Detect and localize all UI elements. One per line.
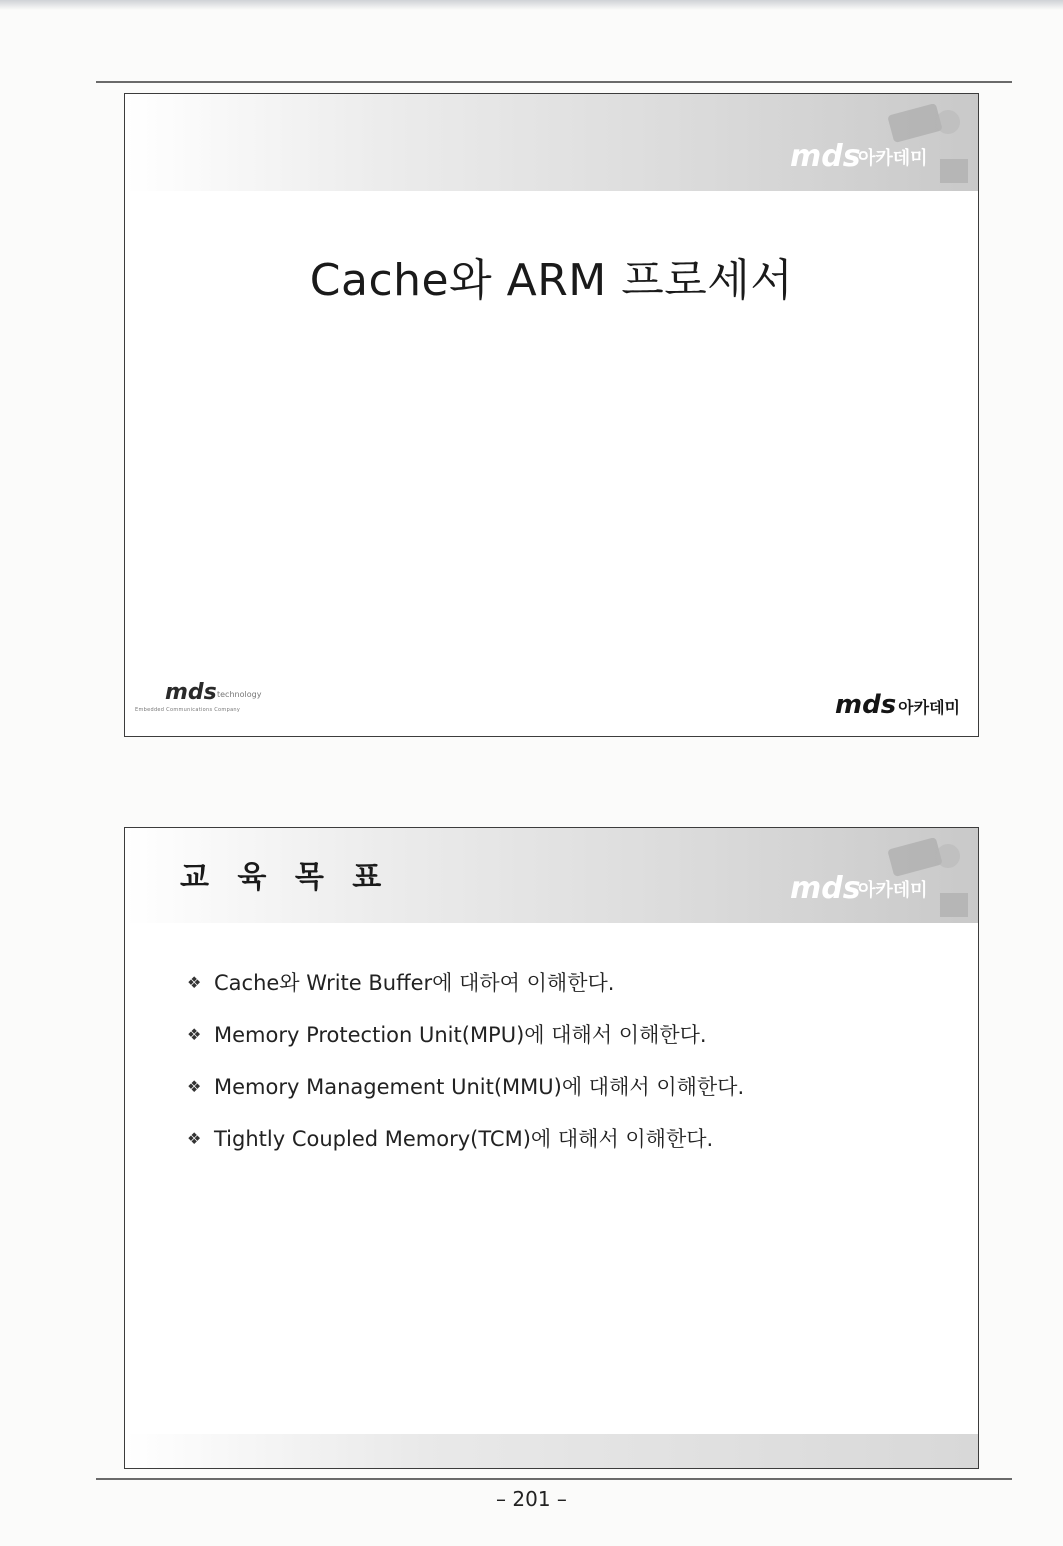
scan-shadow <box>0 0 1063 10</box>
objective-text: Memory Protection Unit(MPU)에 대해서 이해한다. <box>214 1023 707 1047</box>
mds-academy-logo <box>770 838 970 918</box>
footer-left-tech: technology <box>217 690 262 699</box>
bottom-rule <box>96 1478 1012 1480</box>
slide-header <box>125 94 978 191</box>
list-item <box>187 1112 744 1164</box>
diamond-bullet-icon: ❖ <box>187 1076 202 1096</box>
slide-title-page <box>124 93 979 737</box>
diamond-bullet-icon: ❖ <box>187 1128 202 1148</box>
logo-brand-text: mds <box>790 871 861 906</box>
slide-objectives <box>124 827 979 1469</box>
logo-brand-text: mds <box>790 139 861 174</box>
objective-text: Tightly Coupled Memory(TCM)에 대해서 이해한다. <box>214 1127 714 1151</box>
footer-right-academy: 아카데미 <box>898 698 960 717</box>
logo-academy-text: 아카데미 <box>858 148 928 169</box>
list-item <box>187 1008 744 1060</box>
list-item <box>187 1060 744 1112</box>
footer-right-brand: mds <box>834 690 897 720</box>
list-item <box>187 956 744 1008</box>
objectives-list <box>187 956 744 1164</box>
slide-footer-band <box>125 1434 978 1468</box>
slide-title: 교 육 목 표 <box>180 860 391 895</box>
diamond-bullet-icon: ❖ <box>187 972 202 992</box>
mds-academy-logo <box>770 104 970 184</box>
diamond-bullet-icon: ❖ <box>187 1024 202 1044</box>
objective-text: Memory Management Unit(MMU)에 대해서 이해한다. <box>214 1075 745 1099</box>
page-number: – 201 – <box>496 1487 567 1511</box>
slide-header <box>125 828 978 923</box>
mds-academy-footer-logo <box>835 690 960 718</box>
slide-title: Cache와 ARM 프로세서 <box>309 255 794 306</box>
top-rule <box>96 81 1012 83</box>
mds-technology-logo <box>135 680 295 714</box>
footer-left-brand: mds <box>165 680 217 705</box>
footer-left-tagline: Embedded Communications Company <box>135 707 241 713</box>
logo-academy-text: 아카데미 <box>858 880 928 901</box>
objective-text: Cache와 Write Buffer에 대하여 이해한다. <box>214 971 615 995</box>
